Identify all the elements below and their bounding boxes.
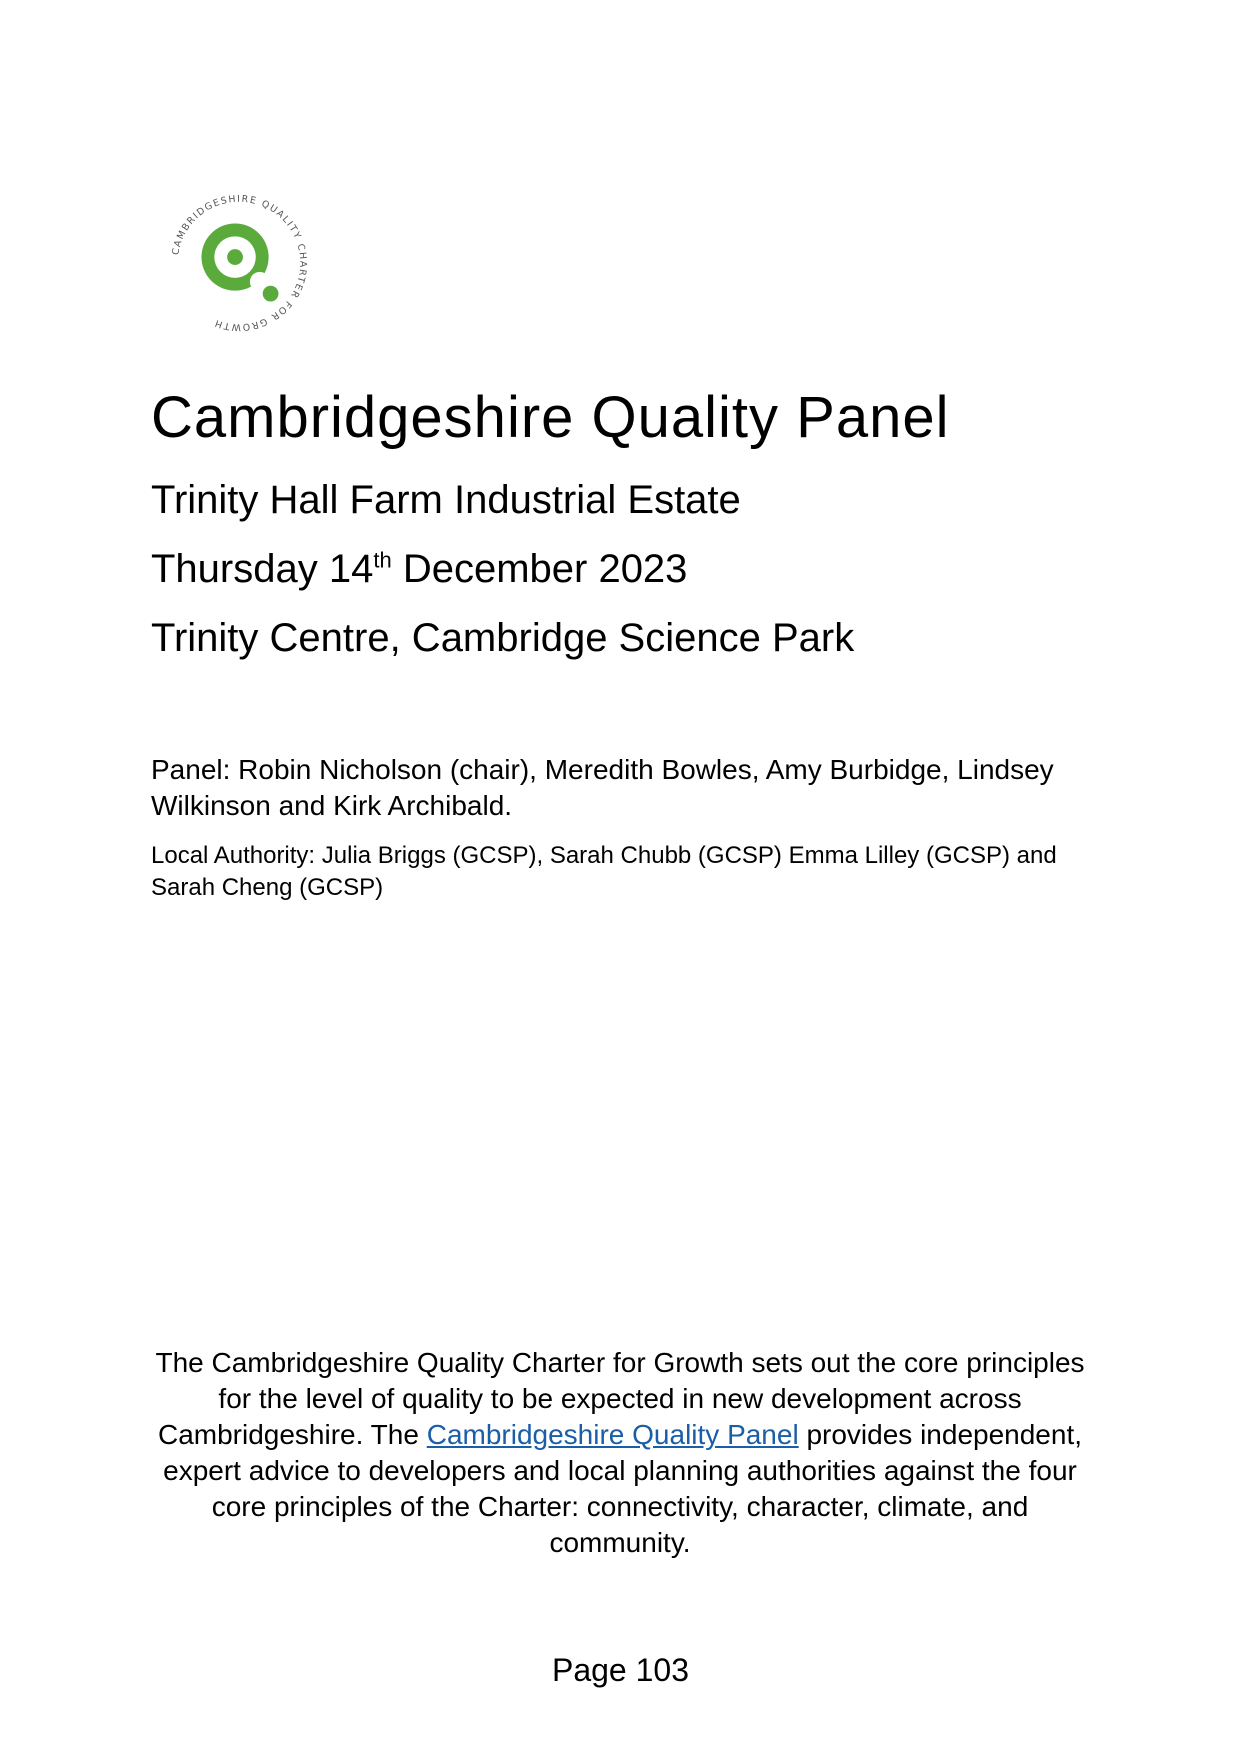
local-authority-attendees: Local Authority: Julia Briggs (GCSP), Sarah Chubb (GCSP) Emma Lilley (GCSP) and Sarah Cheng (GCSP) — [151, 842, 1057, 901]
page-number: Page 103 — [551, 1652, 689, 1688]
charter-description — [140, 1345, 1100, 1561]
charter-text-after: provides independent, expert advice to developers and local planning authorities against the four core principles of the Charter: connectivity, character, climate, and community. — [163, 1419, 1083, 1558]
meeting-date-day: Thursday 14 — [151, 547, 374, 591]
meeting-date-ordinal: th — [373, 547, 392, 573]
page-title: Cambridgeshire Quality Panel — [151, 385, 950, 450]
meeting-venue: Trinity Centre, Cambridge Science Park — [151, 616, 855, 660]
meeting-date-month-year: December 2023 — [391, 547, 688, 591]
meeting-date — [151, 545, 687, 593]
charter-text-before: The Cambridgeshire Quality Charter for Growth sets out the core principles for the level of quality to be expected in new development across Cambridgeshire. The — [155, 1347, 1085, 1450]
logo-arc-text: CAMBRIDGESHIRE QUALITY CHARTER FOR GROWTH — [170, 193, 309, 333]
panel-members: Panel: Robin Nicholson (chair), Meredith Bowles, Amy Burbidge, Lindsey Wilkinson and Kirk Archibald. — [151, 754, 1054, 821]
quality-panel-link[interactable]: Cambridgeshire Quality Panel — [426, 1419, 799, 1450]
charter-logo — [160, 184, 318, 342]
project-name: Trinity Hall Farm Industrial Estate — [151, 478, 741, 522]
